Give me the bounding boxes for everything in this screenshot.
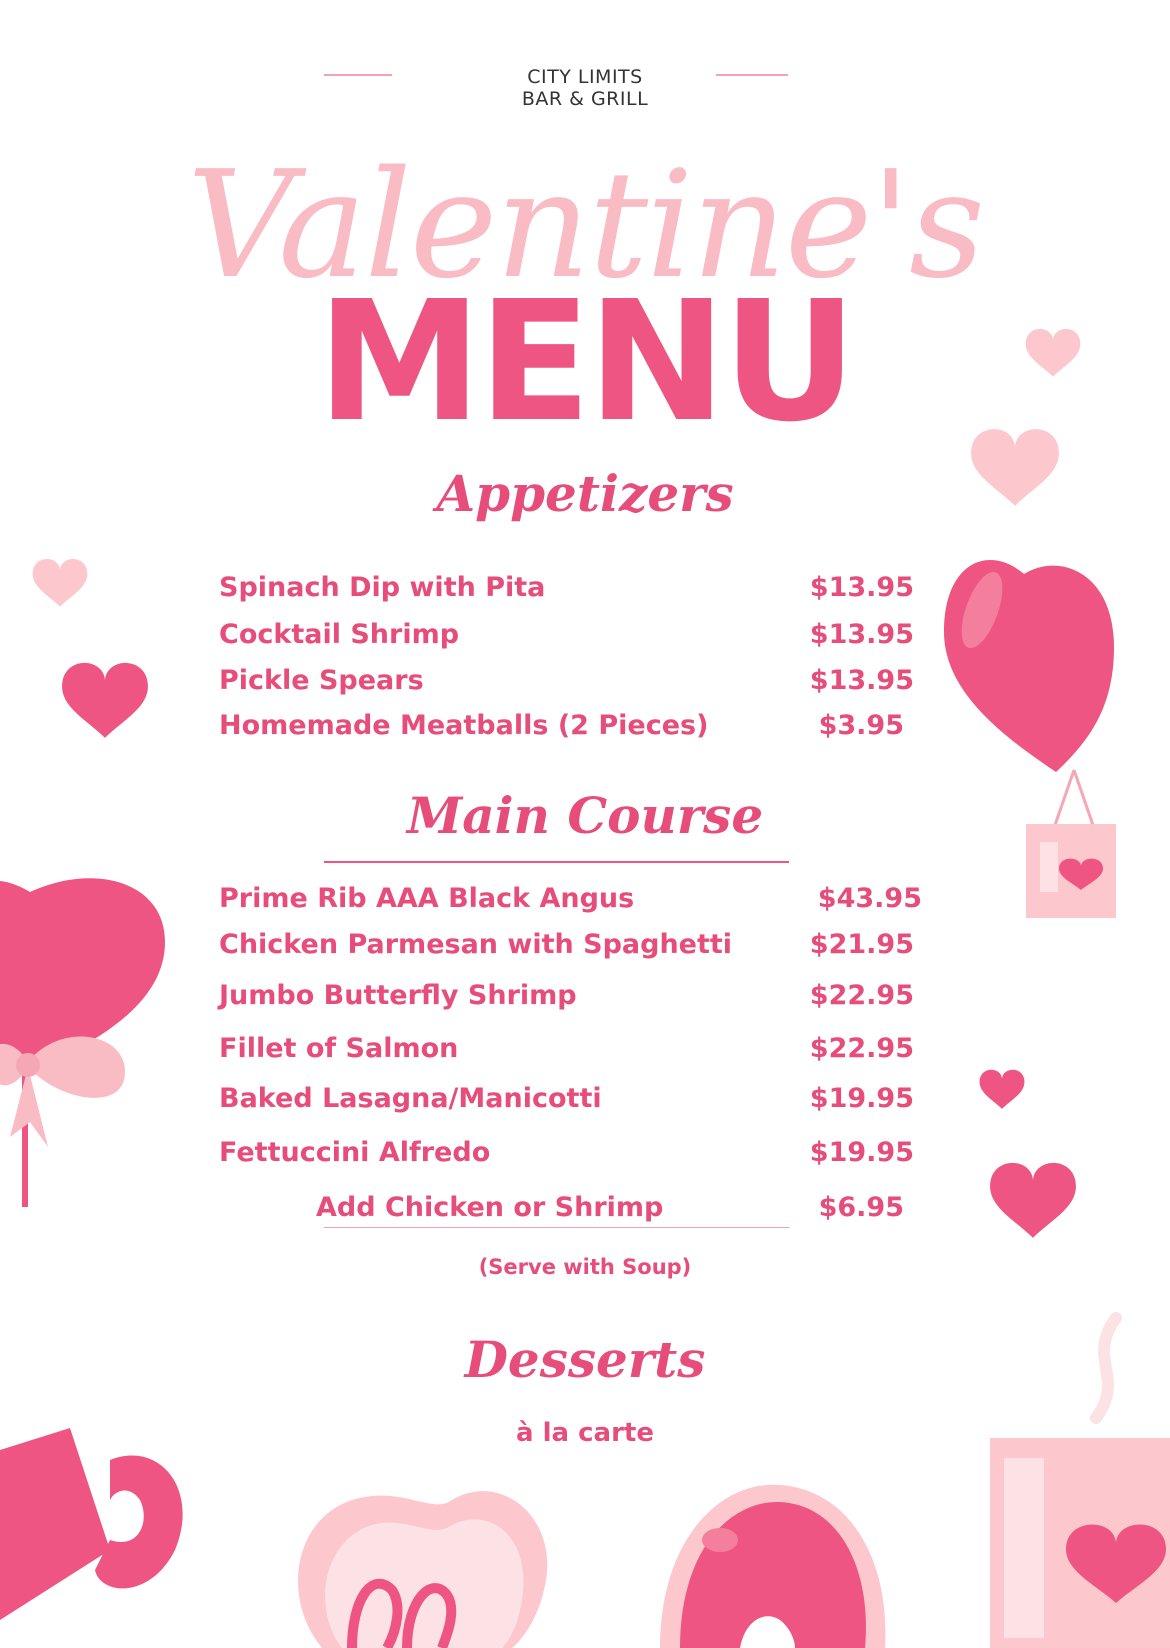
title-menu: MENU [316, 266, 854, 459]
menu-item-price: $13.95 [809, 619, 914, 650]
desserts-subtitle: à la carte [516, 1418, 654, 1448]
donut-icon [660, 1480, 890, 1648]
section-title-main-course: Main Course [406, 786, 764, 845]
heart-icon [52, 652, 158, 740]
menu-item-price: $19.95 [809, 1083, 914, 1114]
title-script: Valentine's [186, 139, 984, 311]
brand-line-2: BAR & GRILL [521, 88, 649, 110]
menu-item-price: $21.95 [809, 929, 914, 960]
menu-item-name: Fillet of Salmon [219, 1033, 459, 1064]
menu-item-name: Homemade Meatballs (2 Pieces) [219, 710, 709, 741]
addon-item-name: Add Chicken or Shrimp [316, 1192, 664, 1223]
brand-name [0, 66, 1170, 110]
menu-item-price: $13.95 [809, 572, 914, 603]
menu-item-name: Pickle Spears [219, 665, 424, 696]
menu-item-price: $22.95 [809, 980, 914, 1011]
section-title-desserts: Desserts [464, 1330, 706, 1389]
menu-item-price: $13.95 [809, 665, 914, 696]
menu-item-name: Spinach Dip with Pita [219, 572, 546, 603]
cookie-icon [282, 1480, 550, 1648]
menu-item-name: Fettuccini Alfredo [219, 1137, 491, 1168]
addon-item-price: $6.95 [818, 1192, 904, 1223]
brand-line-1: CITY LIMITS [527, 66, 643, 88]
menu-item-name: Prime Rib AAA Black Angus [219, 883, 635, 914]
main-course-rule-bottom [324, 1227, 789, 1228]
menu-item-price: $19.95 [809, 1137, 914, 1168]
menu-item-price: $43.95 [817, 883, 922, 914]
menu-item-name: Chicken Parmesan with Spaghetti [219, 929, 733, 960]
heart-balloon-icon [944, 552, 1170, 922]
main-course-rule-top [324, 861, 789, 863]
heart-icon [974, 1064, 1030, 1110]
heart-icon [980, 1152, 1086, 1240]
section-title-appetizers: Appetizers [436, 464, 734, 523]
menu-item-name: Cocktail Shrimp [219, 619, 460, 650]
menu-item-price: $22.95 [809, 1033, 914, 1064]
menu-item-name: Jumbo Butterfly Shrimp [219, 980, 577, 1011]
menu-item-name: Baked Lasagna/Manicotti [219, 1083, 602, 1114]
menu-item-price: $3.95 [818, 710, 904, 741]
heart-lollipop-icon [0, 872, 170, 1212]
serve-note: (Serve with Soup) [478, 1255, 692, 1279]
mug-icon [0, 1420, 190, 1648]
heart-icon [28, 552, 92, 608]
